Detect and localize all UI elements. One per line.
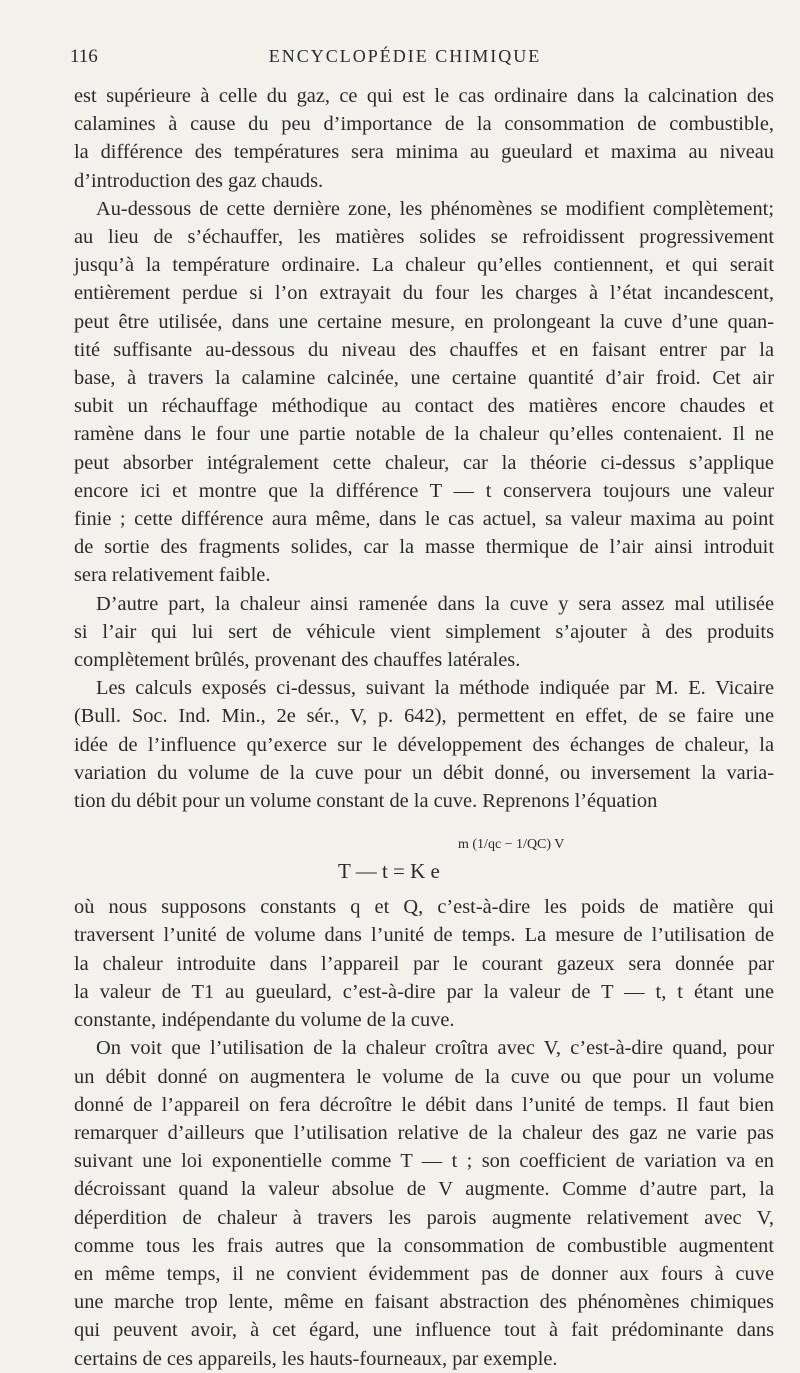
text-after-equation [74, 893, 774, 1372]
page-header [70, 46, 740, 70]
text-line: remarquer d’ailleurs que l’utilisation relative de la chaleur des gaz ne varie pas [74, 1121, 774, 1144]
text-line: encore ici et montre que la différence T — t conservera toujours une valeur [74, 479, 774, 502]
text-line: ramène dans le four une partie notable de la chaleur qu’elles contenaient. Il ne [74, 423, 774, 446]
text-line: une marche trop lente, même en faisant abstraction des phénomènes chimiques [74, 1291, 774, 1314]
text-before-equation [74, 82, 774, 815]
text-line: subit un réchauffage méthodique au contact des matières encore chaudes et [74, 395, 774, 418]
text-line: tité suffisante au-dessous du niveau des chauffes et en faisant entrer par la [74, 338, 774, 361]
text-line: peut absorber intégralement cette chaleur, car la théorie ci-dessus s’applique [74, 451, 774, 474]
text-line: finie ; cette différence aura même, dans le cas actuel, sa valeur maxima au point [74, 508, 774, 531]
text-line: entièrement perdue si l’on extrayait du four les charges à l’état incandescent, [74, 282, 774, 305]
equation-exponent: m (1/qc − 1/QC) V [458, 837, 565, 853]
paragraph [74, 590, 774, 675]
text-line: certains de ces appareils, les hauts-fourneaux, par exemple. [74, 1347, 558, 1370]
text-line: (Bull. Soc. Ind. Min., 2e sér., V, p. 642), permettent en effet, de se faire une [74, 705, 774, 728]
text-line: peut être utilisée, dans une certaine mesure, en prolongeant la cuve d’une quan- [74, 310, 774, 333]
page-body [74, 82, 774, 1373]
text-line: d’introduction des gaz chauds. [74, 169, 324, 192]
text-line: est supérieure à celle du gaz, ce qui est le cas ordinaire dans la calcination des [74, 85, 774, 107]
text-line: suivant une loi exponentielle comme T — t ; son coefficient de variation va en [74, 1150, 774, 1173]
text-line: la valeur de T1 au gueulard, c’est-à-dire par la valeur de T — t, t étant une [74, 980, 774, 1003]
text-line: calamines à cause du peu d’importance de la consommation de combustible, [74, 113, 774, 136]
text-line: On voit que l’utilisation de la chaleur croîtra avec V, c’est-à-dire quand, pour [96, 1037, 774, 1060]
text-line: de sortie des fragments solides, car la masse thermique de l’air ainsi introduit [74, 536, 774, 559]
equation-main: T — t = K e [338, 859, 440, 884]
text-line: donné de l’appareil on fera décroître le débit dans l’unité de temps. Il faut bien [74, 1093, 774, 1116]
text-line: idée de l’influence qu’exerce sur le développement des échanges de chaleur, la [74, 733, 774, 756]
text-line: un débit donné on augmentera le volume de la cuve ou que pour un volume [74, 1065, 774, 1088]
text-line: la chaleur introduite dans l’appareil par le courant gazeux sera donnée par [74, 952, 774, 975]
text-line: où nous supposons constants q et Q, c’est-à-dire les poids de matière qui [74, 896, 774, 919]
text-line: jusqu’à la température ordinaire. La chaleur qu’elles contiennent, et qui serait [74, 254, 774, 277]
text-line: D’autre part, la chaleur ainsi ramenée dans la cuve y sera assez mal utilisée [96, 592, 774, 615]
text-line: sera relativement faible. [74, 564, 271, 587]
text-line: base, à travers la calamine calcinée, une certaine quantité d’air froid. Cet air [74, 367, 774, 390]
text-line: tion du débit pour un volume constant de la cuve. Reprenons l’équation [74, 790, 658, 813]
text-line: en même temps, il ne convient évidemment pas de donner aux fours à cuve [74, 1262, 774, 1285]
text-line: la différence des températures sera minima au gueulard et maxima au niveau [74, 141, 774, 164]
text-line: variation du volume de la cuve pour un débit donné, ou inversement la varia- [74, 761, 774, 784]
text-line: comme tous les frais autres que la consommation de combustible augmentent [74, 1234, 774, 1257]
text-line: complètement brûlés, provenant des chauffes latérales. [74, 649, 521, 672]
text-line: constante, indépendante du volume de la cuve. [74, 1009, 455, 1032]
text-line: déperdition de chaleur à travers les parois augmente relativement avec V, [74, 1206, 774, 1229]
text-line: traversent l’unité de volume dans l’unité de temps. La mesure de l’utilisation de [74, 924, 774, 947]
text-line: Au-dessous de cette dernière zone, les phénomènes se modifient complètement; [96, 197, 774, 220]
equation [74, 815, 774, 893]
running-title: ENCYCLOPÉDIE CHIMIQUE [268, 46, 542, 66]
paragraph [74, 1034, 774, 1372]
paragraph [74, 674, 774, 815]
text-line: Les calculs exposés ci-dessus, suivant la méthode indiquée par M. E. Vicaire [96, 677, 774, 700]
text-line: au lieu de s’échauffer, les matières solides se refroidissent progressivement [74, 226, 774, 249]
paragraph [74, 893, 774, 1034]
text-line: qui peuvent avoir, à cet égard, une influence tout à fait prédominante dans [74, 1319, 774, 1342]
paragraph [74, 195, 774, 590]
text-line: décroissant quand la valeur absolue de V augmente. Comme d’autre part, la [74, 1178, 774, 1201]
paragraph [74, 82, 774, 195]
text-line: si l’air qui lui sert de véhicule vient simplement s’ajouter à des produits [74, 620, 774, 643]
page-number: 116 [70, 46, 98, 67]
